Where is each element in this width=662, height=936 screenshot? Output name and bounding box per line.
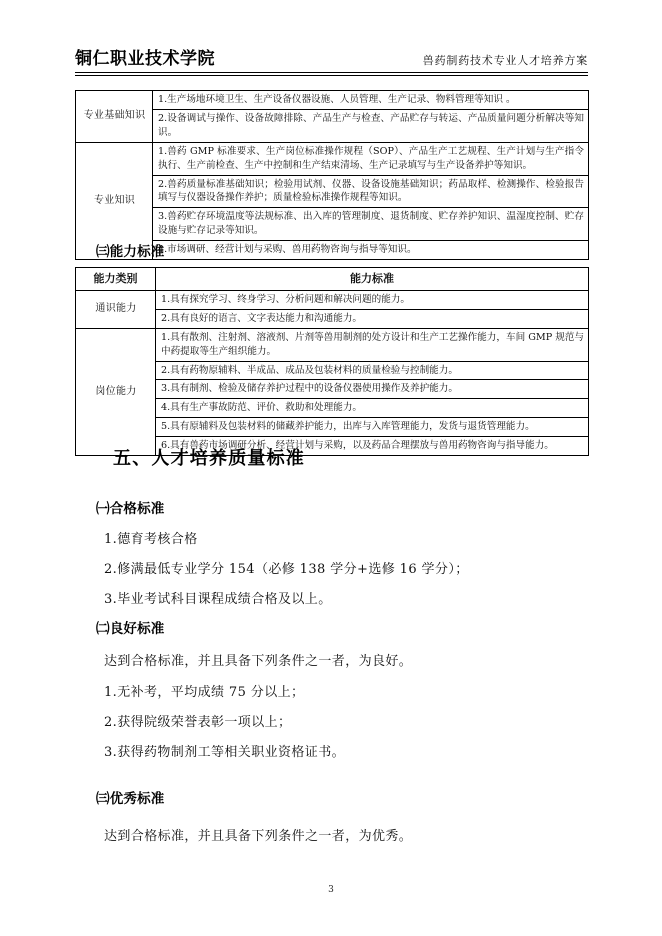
ability-item: 2.具有良好的语言、文字表达能力和沟通能力。 xyxy=(156,309,589,328)
good-standard-item: 3.获得药物制剂工等相关职业资格证书。 xyxy=(104,745,346,760)
ability-standards-heading: ㈢能力标准 xyxy=(96,244,165,260)
table-row xyxy=(76,208,589,241)
ability-item: 1.具有散剂、注射剂、溶液剂、片剂等兽用制剂的处方设计和生产工艺操作能力，车间 GMP 规范与中药提取等生产组织能力。 xyxy=(156,328,589,361)
knowledge-category-basic: 专业基础知识 xyxy=(76,91,153,143)
table-row xyxy=(76,175,589,208)
good-standard-heading: ㈡良好标准 xyxy=(96,621,165,637)
column-header-standard: 能力标准 xyxy=(156,268,589,291)
knowledge-item: 2.兽药质量标准基础知识；检验用试剂、仪器、设备设施基础知识；药品取样、检测操作、检验报告填写与仪器设备操作养护；质量检验标准操作规程等知识。 xyxy=(153,175,589,208)
ability-item: 4.具有生产事故防范、评价、救助和处理能力。 xyxy=(156,399,589,418)
pass-standard-item: 3.毕业考试科目课程成绩合格及以上。 xyxy=(104,592,332,607)
knowledge-category-professional: 专业知识 xyxy=(76,142,153,259)
ability-standards-table xyxy=(75,267,589,456)
column-header-category: 能力类别 xyxy=(76,268,156,291)
pass-standard-item: 2.修满最低专业学分 154（必修 138 学分+选修 16 学分）； xyxy=(104,562,469,577)
ability-category-job: 岗位能力 xyxy=(76,328,156,455)
knowledge-item: 1.兽药 GMP 标准要求、生产岗位标准操作规程（SOP）、产品生产工艺规程、生产计划与生产指令执行、生产前检查、生产中控制和生产结束清场、生产记录填写与生产设备养护等知识。 xyxy=(153,142,589,175)
ability-item: 5.具有原辅料及包装材料的储藏养护能力，出库与入库管理能力，发货与退货管理能力。 xyxy=(156,418,589,437)
table-header-row xyxy=(76,268,589,291)
knowledge-standards-table xyxy=(75,90,589,260)
ability-category-general: 通识能力 xyxy=(76,290,156,328)
pass-standard-item: 1.德育考核合格 xyxy=(104,532,198,547)
table-row xyxy=(76,91,589,110)
table-row xyxy=(76,328,589,361)
excellent-standard-intro: 达到合格标准，并且具备下列条件之一者，为优秀。 xyxy=(104,829,413,844)
excellent-standard-heading: ㈢优秀标准 xyxy=(96,791,165,807)
knowledge-item: 3.兽药贮存环境温度等法规标准、出入库的管理制度、退货制度、贮存养护知识、温湿度控制、贮存设施与贮存记录等知识。 xyxy=(153,208,589,241)
knowledge-item: 4.市场调研、经营计划与采购、兽用药物咨询与指导等知识。 xyxy=(153,241,589,260)
knowledge-item: 1.生产场地环境卫生、生产设备仪器设施、人员管理、生产记录、物料管理等知识 。 xyxy=(153,91,589,110)
good-standard-item: 1.无补考，平均成绩 75 分以上； xyxy=(104,685,305,700)
header-divider xyxy=(75,72,588,76)
document-title: 兽药制药技术专业人才培养方案 xyxy=(422,54,588,67)
good-standard-item: 2.获得院级荣誉表彰一项以上； xyxy=(104,715,292,730)
institution-name: 铜仁职业技术学院 xyxy=(75,49,215,69)
ability-item: 1.具有探究学习、终身学习、分析问题和解决问题的能力。 xyxy=(156,290,589,309)
ability-item: 3.具有制剂、检验及储存养护过程中的设备仪器使用操作及养护能力。 xyxy=(156,380,589,399)
table-row xyxy=(76,142,589,175)
table-row xyxy=(76,290,589,309)
pass-standard-heading: ㈠合格标准 xyxy=(96,501,165,517)
section-heading-quality-standards: 五、人才培养质量标准 xyxy=(113,448,305,469)
ability-item: 6.具有兽药市场调研分析、经营计划与采购，以及药品合理摆放与兽用药物咨询与指导能力。 xyxy=(156,437,589,456)
ability-item: 2.具有药物原辅料、半成品、成品及包装材料的质量检验与控制能力。 xyxy=(156,361,589,380)
page-header xyxy=(75,44,588,69)
knowledge-item: 2.设备调试与操作、设备故障排除、产品生产与检查、产品贮存与转运、产品质量问题分析解决等知识。 xyxy=(153,109,589,142)
good-standard-intro: 达到合格标准，并且具备下列条件之一者，为良好。 xyxy=(104,654,413,669)
table-row xyxy=(76,109,589,142)
page-number: 3 xyxy=(328,885,334,895)
